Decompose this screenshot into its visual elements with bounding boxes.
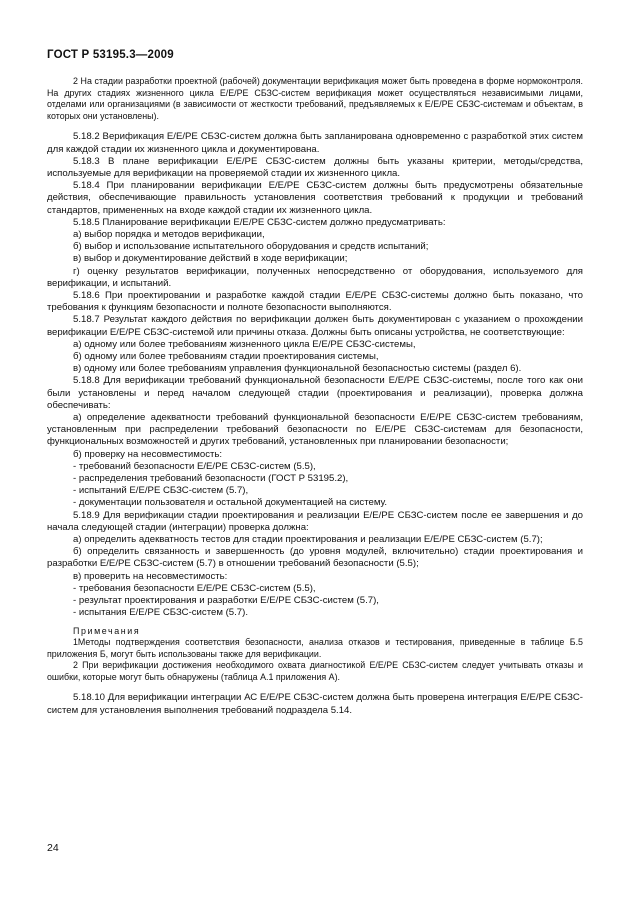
paragraph-5-18-10: 5.18.10 Для верификации интеграции АС Е/Е/РЕ СБЗС-систем должна быть проверена интеграция Е/Е/РЕ СБЗС-систем для установления выполнения требований подраздела 5.14. xyxy=(47,692,583,716)
list-item: в) выбор и документирование действий в ходе верификации; xyxy=(73,253,348,265)
paragraph-5-18-9: 5.18.9 Для верификации стадии проектирования и реализации Е/Е/РЕ СБЗС-систем после ее завершения и до начала следующей стадии (интеграции) проверка должна: xyxy=(47,509,583,533)
list-item: в) проверить на несовместимость: xyxy=(73,570,228,582)
list-item: - испытания Е/Е/РЕ СБЗС-систем (5.7). xyxy=(73,607,248,619)
list-item: а) определение адекватности требований функциональной безопасности Е/Е/РЕ СБЗС-систем требованиям, установленным при распределении требований безопасности по Е/Е/РЕ СБЗС-системам для безопасности, функциональных возможностей и других требований, установленных при планировании безопасности; xyxy=(47,412,583,448)
paragraph-5-18-7: 5.18.7 Результат каждого действия по верификации должен быть документирован с указанием о прохождении верификации Е/Е/РЕ СБЗС-системой или причины отказа. Должны быть описаны устройства, не соответствующие: xyxy=(47,314,583,338)
list-item: б) проверку на несовместимость: xyxy=(73,448,223,460)
list-item: - документации пользователя и остальной документацией на систему. xyxy=(73,497,388,509)
list-item: - распределения требований безопасности (ГОСТ Р 53195.2), xyxy=(73,473,349,485)
paragraph-5-18-3: 5.18.3 В плане верификации Е/Е/РЕ СБЗС-систем должны быть указаны критерии, методы/средства, используемые для верификации на проверяемой стадии их жизненного цикла. xyxy=(47,155,583,179)
note-item: 1Методы подтверждения соответствия безопасности, анализа отказов и тестирования, приведенные в таблице Б.5 приложения Б, могут быть использованы также для верификации. xyxy=(47,637,583,659)
list-item: б) выбор и использование испытательного оборудования и средств испытаний; xyxy=(73,241,429,253)
page-body xyxy=(47,76,583,717)
page-number: 24 xyxy=(47,842,59,854)
list-item: - результат проектирования и разработки Е/Е/РЕ СБЗС-систем (5.7), xyxy=(73,595,379,607)
list-item: б) определить связанность и завершенность (до уровня модулей, включительно) стадии проектирования и разработки Е/Е/РЕ СБЗС-систем (5.7) в отношении требований безопасности (5.5); xyxy=(47,546,583,570)
list-item: а) определить адекватность тестов для стадии проектирования и реализации Е/Е/РЕ СБЗС-систем (5.7); xyxy=(73,534,543,546)
intro-note: 2 На стадии разработки проектной (рабочей) документации верификация может быть проведена в форме нормоконтроля. На других стадиях жизненного цикла Е/Е/РЕ СБЗС-систем верификация может осуществляться независимыми лицами, отделами или организациями (в зависимости от жесткости требований, предъявляемых к Е/Е/РЕ СБЗС-системам и объектам, в которых они установлены). xyxy=(47,76,583,121)
paragraph-5-18-2: 5.18.2 Верификация Е/Е/РЕ СБЗС-систем должна быть запланирована одновременно с разработкой этих систем для каждой стадии их жизненного цикла и документирована. xyxy=(47,131,583,155)
list-item: - испытаний Е/Е/РЕ СБЗС-систем (5.7), xyxy=(73,485,249,497)
notes-heading: Примечания xyxy=(73,625,141,636)
list-item: а) выбор порядка и методов верификации, xyxy=(73,229,265,240)
list-item: г) оценку результатов верификации, полученных непосредственно от оборудования, используемого для верификации, и испытаний. xyxy=(47,265,583,289)
list-item: в) одному или более требованиям управления функциональной безопасностью системы (раздел 6). xyxy=(73,363,522,375)
list-item: а) одному или более требованиям жизненного цикла Е/Е/РЕ СБЗС-системы, xyxy=(73,338,416,350)
list-item: б) одному или более требованиям стадии проектирования системы, xyxy=(73,351,379,363)
paragraph-5-18-8: 5.18.8 Для верификации требований функциональной безопасности Е/Е/РЕ СБЗС-системы, после того как они были установлены и перед началом следующей стадии (проектирования и реализации), проверка должна обеспечивать: xyxy=(47,375,583,411)
note-item: 2 При верификации достижения необходимого охвата диагностикой Е/Е/РЕ СБЗС-систем следует учитывать отказы и ошибки, которые могут быть обнаружены (таблица А.1 приложения А). xyxy=(47,660,583,682)
list-item: - требования безопасности Е/Е/РЕ СБЗС-систем (5.5), xyxy=(73,582,316,594)
paragraph-5-18-5: 5.18.5 Планирование верификации Е/Е/РЕ СБЗС-систем должно предусматривать: xyxy=(73,216,446,228)
list-item: - требований безопасности Е/Е/РЕ СБЗС-систем (5.5), xyxy=(73,460,316,472)
paragraph-5-18-6: 5.18.6 При проектировании и разработке каждой стадии Е/Е/РЕ СБЗС-системы должно быть показано, что требования к функциям безопасности и полноте безопасности выполняются. xyxy=(47,290,583,314)
paragraph-5-18-4: 5.18.4 При планировании верификации Е/Е/РЕ СБЗС-систем должны быть предусмотрены обязательные действия, обеспечивающие правильность установления соответствия требований к продукции и требований стандартов, примененных на входе каждой стадии их жизненного цикла. xyxy=(47,180,583,216)
document-code-header: ГОСТ Р 53195.3—2009 xyxy=(47,49,174,61)
